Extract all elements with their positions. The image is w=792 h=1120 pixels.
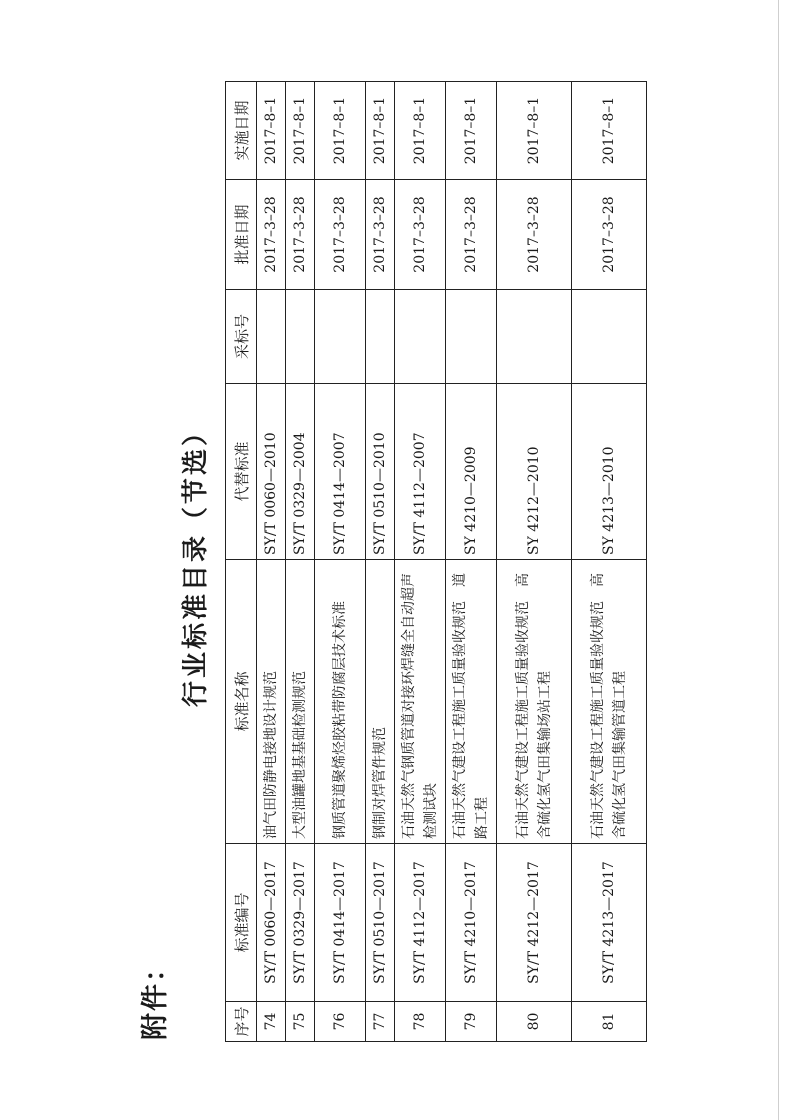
- cell-replaces: SY/T 0510—2010: [366, 384, 395, 560]
- cell-adopted: [446, 290, 497, 384]
- cell-adopted: [286, 290, 315, 384]
- cell-name: 石油天然气建设工程施工质量验收规范 高含硫化氢气田集输场站工程: [497, 560, 572, 844]
- cell-approved: 2017–3–28: [315, 180, 366, 290]
- cell-seq: 81: [572, 1002, 647, 1042]
- cell-name: 石油天然气建设工程施工质量验收规范 高含硫化氢气田集输管道工程: [572, 560, 647, 844]
- cell-effective: 2017–8–1: [366, 82, 395, 180]
- cell-effective: 2017–8–1: [395, 82, 446, 180]
- cell-code: SY/T 4210—2017: [446, 844, 497, 1002]
- cell-adopted: [572, 290, 647, 384]
- cell-name: 石油天然气建设工程施工质量验收规范 道路工程: [446, 560, 497, 844]
- cell-seq: 75: [286, 1002, 315, 1042]
- cell-replaces: SY/T 0414—2007: [315, 384, 366, 560]
- cell-approved: 2017–3–28: [257, 180, 286, 290]
- cell-adopted: [395, 290, 446, 384]
- page-edge-line: [778, 0, 779, 1120]
- cell-approved: 2017–3–28: [572, 180, 647, 290]
- document-title: 行业标准目录（节选）: [181, 417, 211, 708]
- header-effective: 实施日期: [226, 82, 257, 180]
- cell-seq: 76: [315, 1002, 366, 1042]
- table-header-row: [226, 82, 257, 1042]
- table-row: [366, 82, 395, 1042]
- cell-replaces: SY/T 4112—2007: [395, 384, 446, 560]
- table-row: [315, 82, 366, 1042]
- cell-effective: 2017–8–1: [572, 82, 647, 180]
- cell-effective: 2017–8–1: [257, 82, 286, 180]
- header-code: 标准编号: [226, 844, 257, 1002]
- cell-effective: 2017–8–1: [315, 82, 366, 180]
- header-seq: 序号: [226, 1002, 257, 1042]
- cell-effective: 2017–8–1: [286, 82, 315, 180]
- cell-name: 大型油罐地基基础检测规范: [286, 560, 315, 844]
- cell-replaces: SY 4212—2010: [497, 384, 572, 560]
- cell-approved: 2017–3–28: [497, 180, 572, 290]
- cell-approved: 2017–3–28: [446, 180, 497, 290]
- cell-replaces: SY/T 0060—2010: [257, 384, 286, 560]
- table-row: [572, 82, 647, 1042]
- cell-replaces: SY/T 0329—2004: [286, 384, 315, 560]
- attachment-label: 附件：: [140, 953, 171, 1040]
- cell-seq: 79: [446, 1002, 497, 1042]
- table-row: [286, 82, 315, 1042]
- header-approved: 批准日期: [226, 180, 257, 290]
- standards-table: [225, 81, 647, 1042]
- table-row: [395, 82, 446, 1042]
- cell-effective: 2017–8–1: [497, 82, 572, 180]
- cell-name: 石油天然气钢质管道对接环焊缝全自动超声检测试块: [395, 560, 446, 844]
- cell-approved: 2017–3–28: [366, 180, 395, 290]
- cell-code: SY/T 0329—2017: [286, 844, 315, 1002]
- cell-seq: 80: [497, 1002, 572, 1042]
- cell-code: SY/T 0060—2017: [257, 844, 286, 1002]
- table-row: [497, 82, 572, 1042]
- cell-name: 钢质管道聚烯烃胶粘带防腐层技术标准: [315, 560, 366, 844]
- cell-replaces: SY 4210—2009: [446, 384, 497, 560]
- cell-adopted: [257, 290, 286, 384]
- cell-seq: 78: [395, 1002, 446, 1042]
- cell-approved: 2017–3–28: [395, 180, 446, 290]
- cell-seq: 74: [257, 1002, 286, 1042]
- cell-adopted: [366, 290, 395, 384]
- cell-code: SY/T 4112—2017: [395, 844, 446, 1002]
- cell-name: 油气田防静电接地设计规范: [257, 560, 286, 844]
- cell-code: SY/T 0414—2017: [315, 844, 366, 1002]
- header-replaces: 代替标准: [226, 384, 257, 560]
- table-row: [446, 82, 497, 1042]
- cell-effective: 2017–8–1: [446, 82, 497, 180]
- cell-code: SY/T 4213—2017: [572, 844, 647, 1002]
- cell-replaces: SY 4213—2010: [572, 384, 647, 560]
- cell-code: SY/T 4212—2017: [497, 844, 572, 1002]
- cell-seq: 77: [366, 1002, 395, 1042]
- cell-adopted: [497, 290, 572, 384]
- table-row: [257, 82, 286, 1042]
- header-adopted: 采标号: [226, 290, 257, 384]
- header-name: 标准名称: [226, 560, 257, 844]
- rotated-document-sheet: [125, 72, 665, 1052]
- cell-code: SY/T 0510—2017: [366, 844, 395, 1002]
- cell-adopted: [315, 290, 366, 384]
- cell-name: 钢制对焊管件规范: [366, 560, 395, 844]
- cell-approved: 2017–3–28: [286, 180, 315, 290]
